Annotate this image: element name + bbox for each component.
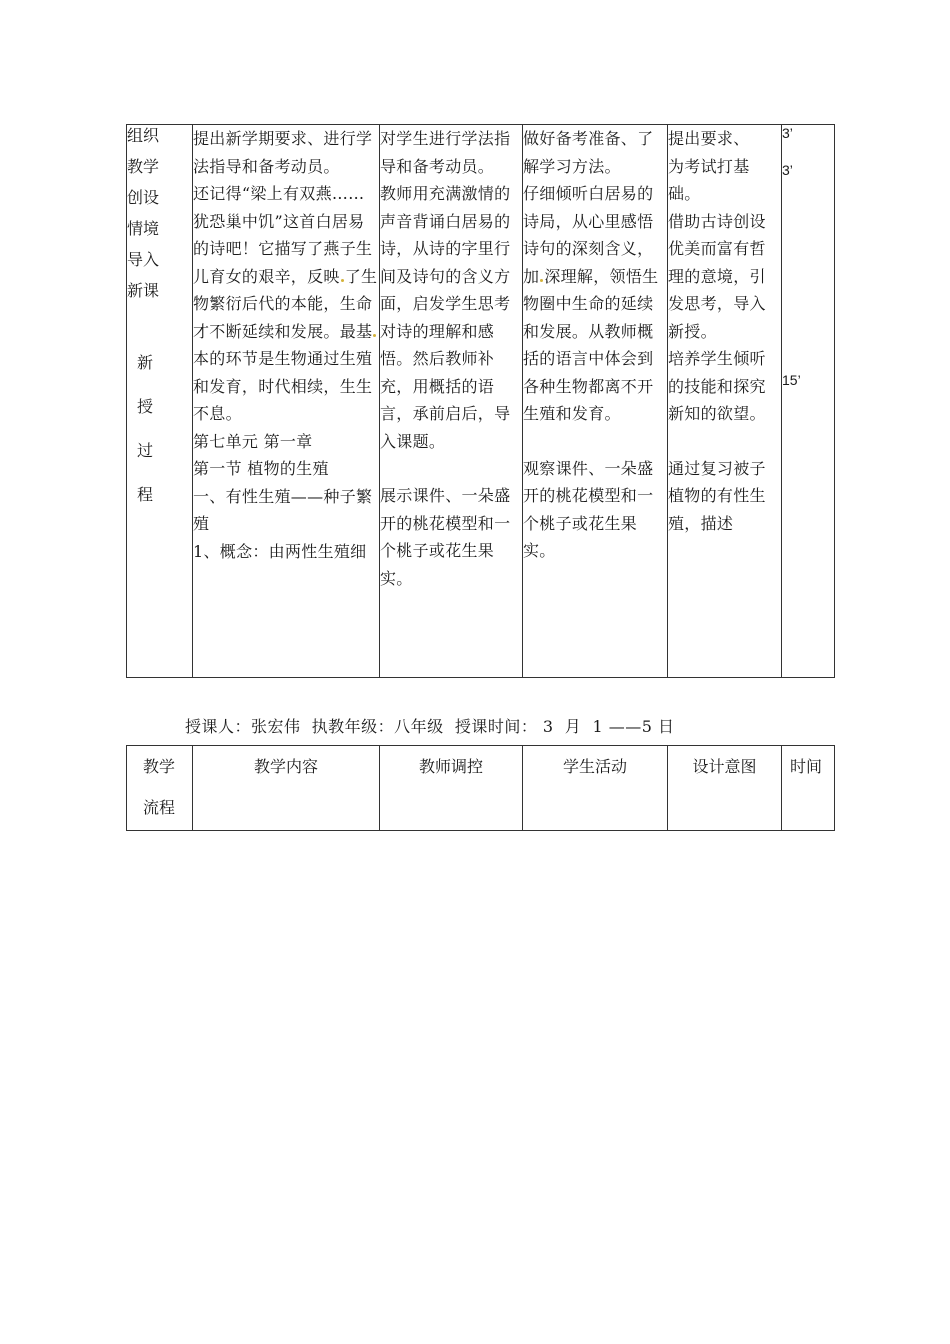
student-text-a xyxy=(523,125,667,428)
time-cell xyxy=(782,125,835,678)
time-value: 3’ xyxy=(782,125,793,141)
mark-dot xyxy=(373,334,376,337)
design-text-b: 通过复习被子植物的有性生殖，描述 xyxy=(668,458,766,533)
header-flow: 教学 流程 xyxy=(127,746,193,831)
flow-stages-bottom: 新 授 过 程 xyxy=(137,353,154,504)
content-text-part-b: 了生物繁衍后代的本能，生命才不断延续和发展。最基 xyxy=(193,266,378,341)
content-text-part-c: 本的环节是生物通过生殖和发育，时代相续，生生不息。 第七单元 第一章 第一节 植物的生殖 一、有性生殖——种子繁殖 1、概念：由两性生殖细 xyxy=(193,349,373,561)
flow-stages-top: 组织 教学 创设 情境 导入 新课 xyxy=(127,126,160,300)
header-student: 学生活动 xyxy=(523,746,668,831)
student-text-part-b: 深理解，领悟生物圈中生命的延续和发展。从教师概括的语言中体会到各种生物都离不开生殖和发育。 xyxy=(523,266,659,423)
content-cell xyxy=(193,125,380,678)
teacher-cell xyxy=(380,125,523,678)
header-design: 设计意图 xyxy=(668,746,782,831)
design-cell xyxy=(668,125,782,678)
student-cell xyxy=(523,125,668,678)
header-time: 时间 xyxy=(782,746,835,831)
mark-dot xyxy=(540,279,543,282)
header-content: 教学内容 xyxy=(193,746,380,831)
content-text-part-a: 提出新学期要求、进行学法指导和备考动员。 还记得“梁上有双燕……犹恐巢中饥”这首白居易的诗吧！它描写了燕子生儿育女的艰辛，反映 xyxy=(193,129,373,286)
table-row xyxy=(127,125,835,678)
student-text-b: 观察课件、一朵盛开的桃花模型和一个桃子或花生果实。 xyxy=(523,458,654,560)
lesson-plan-table xyxy=(126,124,835,678)
time-value: 15’ xyxy=(782,372,801,388)
lesson-info-line: 授课人：张宏伟 执教年级：八年级 授课时间： 3 月 1 ——5 日 xyxy=(185,717,675,736)
design-text-a: 提出要求、 为考试打基础。 借助古诗创设优美而富有哲理的意境，引发思考，导入新授。 培养学生倾听的技能和探究新知的欲望。 xyxy=(668,129,766,423)
content-text xyxy=(193,125,379,565)
table-header-row xyxy=(127,746,835,831)
time-value: 3’ xyxy=(782,162,793,178)
header-teacher: 教师调控 xyxy=(380,746,523,831)
teacher-text-b: 展示课件、一朵盛开的桃花模型和一个桃子或花生果实。 xyxy=(380,486,511,588)
flow-cell xyxy=(127,125,193,678)
lesson-plan-header-table xyxy=(126,745,835,831)
mark-dot xyxy=(341,279,344,282)
teacher-text-a: 对学生进行学法指导和备考动员。 教师用充满激情的声音背诵白居易的诗，从诗的字里行间及诗句的含义方面，启发学生思考对诗的理解和感悟。然后教师补充，用概括的语言，承前启后，导入课题。 xyxy=(380,129,511,451)
student-text-part-a: 做好备考准备、了解学习方法。 仔细倾听白居易的诗局，从心里感悟诗句的深刻含义，加 xyxy=(523,129,654,286)
